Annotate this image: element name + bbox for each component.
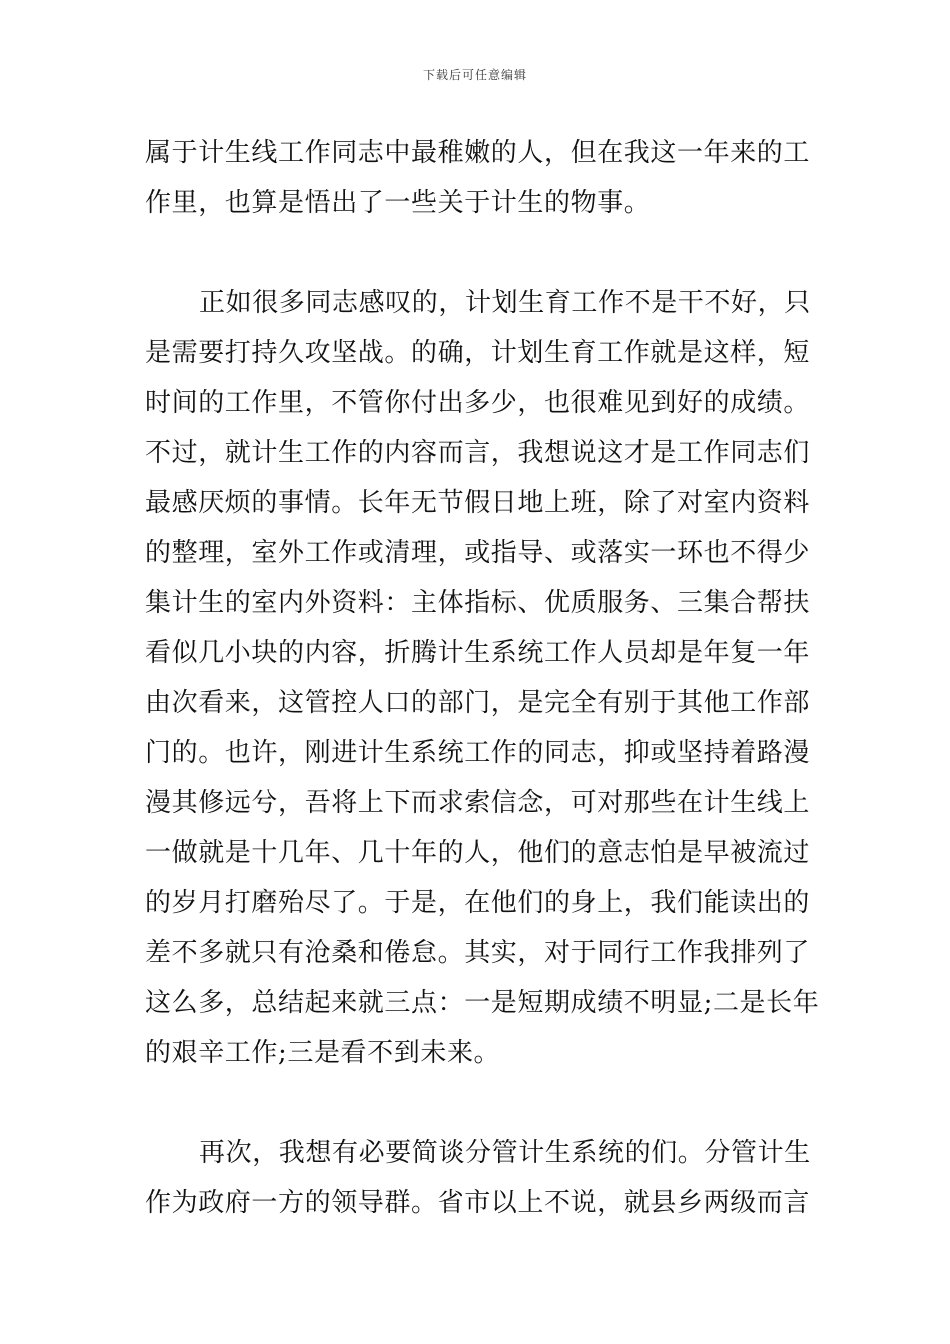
text-line: 时间的工作里，不管你付出多少，也很难见到好的成绩。 [145,388,811,418]
paragraph-1 [145,128,811,228]
page-header: 下载后可任意编辑 [422,68,527,82]
text-line: 由次看来，这管控人口的部门，是完全有别于其他工作部 [145,688,811,718]
text-line: 看似几小块的内容，折腾计生系统工作人员却是年复一年 [145,638,811,668]
text-line: 一做就是十几年、几十年的人，他们的意志怕是早被流过 [145,838,811,868]
paragraph-2 [145,278,820,1078]
text-line: 这么多，总结起来就三点：一是短期成绩不明显;二是长年 [145,988,820,1018]
text-line: 的岁月打磨殆尽了。于是，在他们的身上，我们能读出的 [145,888,811,918]
text-line: 不过，就计生工作的内容而言，我想说这才是工作同志们 [145,438,811,468]
text-line: 是需要打持久攻坚战。的确，计划生育工作就是这样，短 [145,338,811,368]
text-line: 的艰辛工作;三是看不到未来。 [145,1038,501,1068]
text-line: 的整理，室外工作或清理，或指导、或落实一环也不得少 [145,538,811,568]
text-line: 作为政府一方的领导群。省市以上不说，就县乡两级而言 [145,1188,811,1218]
text-line: 再次，我想有必要简谈分管计生系统的们。分管计生 [199,1138,811,1168]
text-line: 最感厌烦的事情。长年无节假日地上班，除了对室内资料 [145,488,811,518]
text-line: 属于计生线工作同志中最稚嫩的人，但在我这一年来的工 [145,138,811,168]
text-line: 正如很多同志感叹的，计划生育工作不是干不好，只 [199,288,811,318]
document-body [145,128,820,1228]
paragraph-3 [145,1128,811,1228]
text-line: 漫其修远兮，吾将上下而求索信念，可对那些在计生线上 [145,788,811,818]
text-line: 门的。也许，刚进计生系统工作的同志，抑或坚持着路漫 [145,738,811,768]
text-line: 集计生的室内外资料：主体指标、优质服务、三集合帮扶 [145,588,811,618]
paragraph-gap [145,1078,807,1128]
text-line: 作里，也算是悟出了一些关于计生的物事。 [145,188,651,218]
text-line: 差不多就只有沧桑和倦怠。其实，对于同行工作我排列了 [145,938,811,968]
paragraph-gap [145,228,807,278]
